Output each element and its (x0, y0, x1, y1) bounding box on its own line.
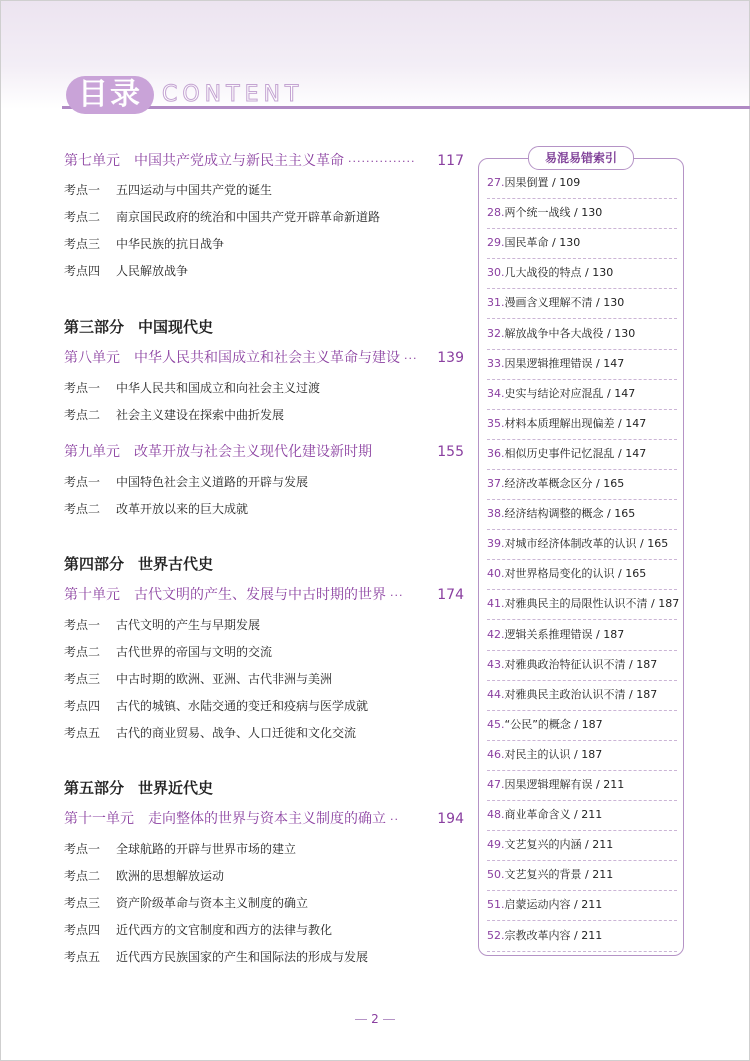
item-number: 40. (487, 567, 505, 581)
error-index-item[interactable] (487, 770, 677, 801)
item-text: 国民革命 / 130 (504, 236, 581, 250)
point-text: 资产阶级革命与资本主义制度的确立 (116, 896, 309, 910)
point-label: 考点一 (64, 618, 101, 632)
point-label: 考点三 (64, 896, 101, 910)
point-label: 考点四 (64, 699, 101, 713)
item-text: “公民”的概念 / 187 (504, 717, 603, 731)
unit-10-entry[interactable] (64, 584, 464, 604)
error-index-item[interactable] (487, 349, 677, 380)
item-number: 31. (487, 296, 505, 310)
point-text: 古代的商业贸易、战争、人口迁徙和文化交流 (116, 726, 357, 740)
point-label: 考点一 (64, 475, 101, 489)
error-index-item[interactable] (487, 198, 677, 229)
error-index-item[interactable] (487, 650, 677, 681)
item-number: 28. (487, 206, 505, 220)
item-text: 经济结构调整的概念 / 165 (504, 507, 636, 521)
point-label: 考点一 (64, 183, 101, 197)
point-row[interactable] (64, 948, 368, 965)
item-text: 对雅典民主的局限性认识不清 / 187 (504, 597, 680, 611)
point-row[interactable] (64, 840, 296, 857)
error-index-title: 易混易错索引 (528, 146, 634, 170)
point-row[interactable] (64, 181, 272, 198)
part-5-heading (64, 777, 213, 798)
item-number: 30. (487, 266, 505, 280)
point-text: 近代西方民族国家的产生和国际法的形成与发展 (116, 950, 369, 964)
point-text: 中国特色社会主义道路的开辟与发展 (116, 475, 309, 489)
item-number: 38. (487, 507, 505, 521)
error-index-item[interactable] (487, 168, 677, 199)
error-index-item[interactable] (487, 439, 677, 470)
error-index-item[interactable] (487, 830, 677, 861)
unit-7-entry[interactable] (64, 150, 464, 170)
unit-11-entry[interactable] (64, 808, 464, 828)
unit-title: 古代文明的产生、发展与中古时期的世界 (134, 587, 386, 603)
item-text: 几大战役的特点 / 130 (504, 266, 614, 280)
item-number: 35. (487, 416, 505, 430)
unit-name: 第九单元 (64, 444, 120, 460)
point-text: 社会主义建设在探索中曲折发展 (116, 408, 285, 422)
item-text: 商业革命含义 / 211 (504, 808, 603, 822)
part-4-heading (64, 553, 213, 574)
item-number: 34. (487, 386, 505, 400)
point-text: 改革开放以来的巨大成就 (116, 502, 249, 516)
point-text: 古代的城镇、水陆交通的变迁和疫病与医学成就 (116, 699, 369, 713)
item-number: 47. (487, 778, 505, 791)
item-text: 经济改革概念区分 / 165 (504, 477, 625, 490)
point-text: 近代西方的文官制度和西方的法律与教化 (116, 923, 333, 937)
unit-page: 174 (437, 587, 464, 603)
item-number: 45. (487, 717, 505, 731)
unit-name: 第七单元 (64, 153, 120, 169)
error-index-item[interactable] (487, 680, 677, 711)
point-label: 考点二 (64, 210, 101, 224)
error-index-item[interactable] (487, 409, 677, 440)
item-text: 史实与结论对应混乱 / 147 (504, 386, 636, 400)
page-number: 2 (340, 1012, 410, 1026)
part-name: 第四部分 (64, 555, 125, 573)
item-number: 29. (487, 236, 505, 250)
item-text: 两个统一战线 / 130 (504, 206, 603, 220)
error-index-item[interactable] (487, 710, 677, 741)
point-row[interactable] (64, 379, 320, 396)
unit-title: 走向整体的世界与资本主义制度的确立 (148, 811, 386, 827)
item-text: 对世界格局变化的认识 / 165 (504, 567, 647, 581)
item-number: 50. (487, 868, 505, 882)
item-text: 宗教改革内容 / 211 (504, 928, 603, 942)
point-row[interactable] (64, 643, 272, 660)
item-number: 32. (487, 326, 505, 340)
point-row[interactable] (64, 894, 308, 911)
point-label: 考点二 (64, 645, 101, 659)
unit-name: 第十一单元 (64, 811, 134, 827)
point-row[interactable] (64, 406, 284, 423)
error-index-item[interactable] (487, 860, 677, 891)
part-title: 世界近代史 (138, 779, 214, 797)
item-text: 漫画含义理解不清 / 130 (504, 296, 625, 310)
error-index-item[interactable] (487, 258, 677, 289)
leader-dots: ··· (404, 352, 418, 365)
item-number: 48. (487, 808, 505, 822)
point-label: 考点二 (64, 502, 101, 516)
unit-title: 中国共产党成立与新民主主义革命 (134, 153, 344, 169)
part-title: 世界古代史 (138, 555, 214, 573)
item-text: 解放战争中各大战役 / 130 (504, 326, 636, 340)
point-row[interactable] (64, 208, 380, 225)
item-number: 46. (487, 747, 505, 761)
unit-title: 改革开放与社会主义现代化建设新时期 (134, 444, 372, 460)
unit-8-entry[interactable] (64, 347, 464, 367)
toc-title-badge: 目录 (66, 76, 154, 114)
point-label: 考点二 (64, 408, 101, 422)
item-text: 文艺复兴的背景 / 211 (504, 868, 614, 882)
point-row[interactable] (64, 262, 188, 279)
error-index-item[interactable] (487, 589, 680, 620)
toc-subtitle: CONTENT (162, 82, 304, 107)
point-row[interactable] (64, 670, 332, 687)
unit-page: 194 (437, 811, 464, 827)
item-text: 因果倒置 / 109 (504, 176, 581, 189)
point-text: 南京国民政府的统治和中国共产党开辟革命新道路 (116, 210, 381, 224)
item-number: 41. (487, 597, 505, 611)
leader-dots: ·· (390, 813, 399, 826)
item-text: 文艺复兴的内涵 / 211 (504, 838, 614, 852)
point-label: 考点四 (64, 264, 101, 278)
error-index-item[interactable] (487, 529, 677, 560)
point-text: 欧洲的思想解放运动 (116, 869, 225, 883)
error-index-item[interactable] (487, 800, 677, 831)
item-text: 对雅典民主政治认识不清 / 187 (504, 687, 658, 701)
error-index-item[interactable] (487, 740, 677, 771)
point-text: 古代世界的帝国与文明的交流 (116, 645, 273, 659)
error-index-item[interactable] (487, 499, 677, 530)
unit-title: 中华人民共和国成立和社会主义革命与建设 (134, 350, 400, 366)
leader-dots: ··············· (348, 155, 416, 168)
point-text: 中古时期的欧洲、亚洲、古代非洲与美洲 (116, 672, 333, 686)
part-title: 中国现代史 (138, 318, 214, 336)
point-row[interactable] (64, 616, 260, 633)
item-text: 因果逻辑理解有误 / 211 (504, 778, 625, 791)
item-text: 对民主的认识 / 187 (504, 747, 603, 761)
error-index-item[interactable] (487, 921, 677, 952)
error-index-item[interactable] (487, 379, 677, 410)
item-text: 相似历史事件记忆混乱 / 147 (504, 446, 647, 460)
unit-9-entry[interactable] (64, 441, 464, 461)
part-name: 第五部分 (64, 779, 125, 797)
item-number: 33. (487, 356, 505, 370)
point-row[interactable] (64, 473, 308, 490)
item-text: 逻辑关系推理错误 / 187 (504, 627, 625, 641)
part-name: 第三部分 (64, 318, 125, 336)
point-row[interactable] (64, 235, 224, 252)
leader-dots: ··· (390, 589, 404, 602)
item-text: 对城市经济体制改革的认识 / 165 (504, 537, 669, 551)
part-3-heading (64, 316, 213, 337)
error-index-item[interactable] (487, 319, 677, 350)
point-label: 考点三 (64, 237, 101, 251)
point-label: 考点五 (64, 726, 101, 740)
point-row[interactable] (64, 724, 356, 741)
unit-page: 139 (437, 350, 464, 366)
point-row[interactable] (64, 921, 332, 938)
point-label: 考点一 (64, 381, 101, 395)
point-text: 中华民族的抗日战争 (116, 237, 225, 251)
point-row[interactable] (64, 697, 368, 714)
point-label: 考点五 (64, 950, 101, 964)
error-index-item[interactable] (487, 228, 677, 259)
item-number: 37. (487, 477, 505, 490)
error-index-item[interactable] (487, 620, 677, 651)
unit-page: 155 (437, 444, 464, 460)
item-number: 36. (487, 446, 505, 460)
point-row[interactable] (64, 867, 224, 884)
item-text: 启蒙运动内容 / 211 (504, 898, 603, 912)
item-number: 51. (487, 898, 505, 912)
item-number: 43. (487, 657, 505, 671)
error-index-item[interactable] (487, 890, 677, 921)
point-text: 人民解放战争 (116, 264, 189, 278)
unit-name: 第八单元 (64, 350, 120, 366)
point-label: 考点二 (64, 869, 101, 883)
point-label: 考点一 (64, 842, 101, 856)
item-number: 39. (487, 537, 505, 551)
item-number: 44. (487, 687, 505, 701)
item-text: 材料本质理解出现偏差 / 147 (504, 416, 647, 430)
point-label: 考点三 (64, 672, 101, 686)
item-text: 对雅典政治特征认识不清 / 187 (504, 657, 658, 671)
point-row[interactable] (64, 500, 248, 517)
point-text: 古代文明的产生与早期发展 (116, 618, 261, 632)
error-index-item[interactable] (487, 559, 677, 590)
error-index-item[interactable] (487, 288, 677, 319)
unit-page: 117 (437, 153, 464, 169)
item-number: 42. (487, 627, 505, 641)
point-text: 五四运动与中国共产党的诞生 (116, 183, 273, 197)
item-number: 27. (487, 176, 505, 189)
item-number: 52. (487, 928, 505, 942)
item-number: 49. (487, 838, 505, 852)
point-text: 中华人民共和国成立和向社会主义过渡 (116, 381, 321, 395)
unit-name: 第十单元 (64, 587, 120, 603)
item-text: 因果逻辑推理错误 / 147 (504, 356, 625, 370)
error-index-item[interactable] (487, 469, 677, 500)
point-label: 考点四 (64, 923, 101, 937)
point-text: 全球航路的开辟与世界市场的建立 (116, 842, 297, 856)
